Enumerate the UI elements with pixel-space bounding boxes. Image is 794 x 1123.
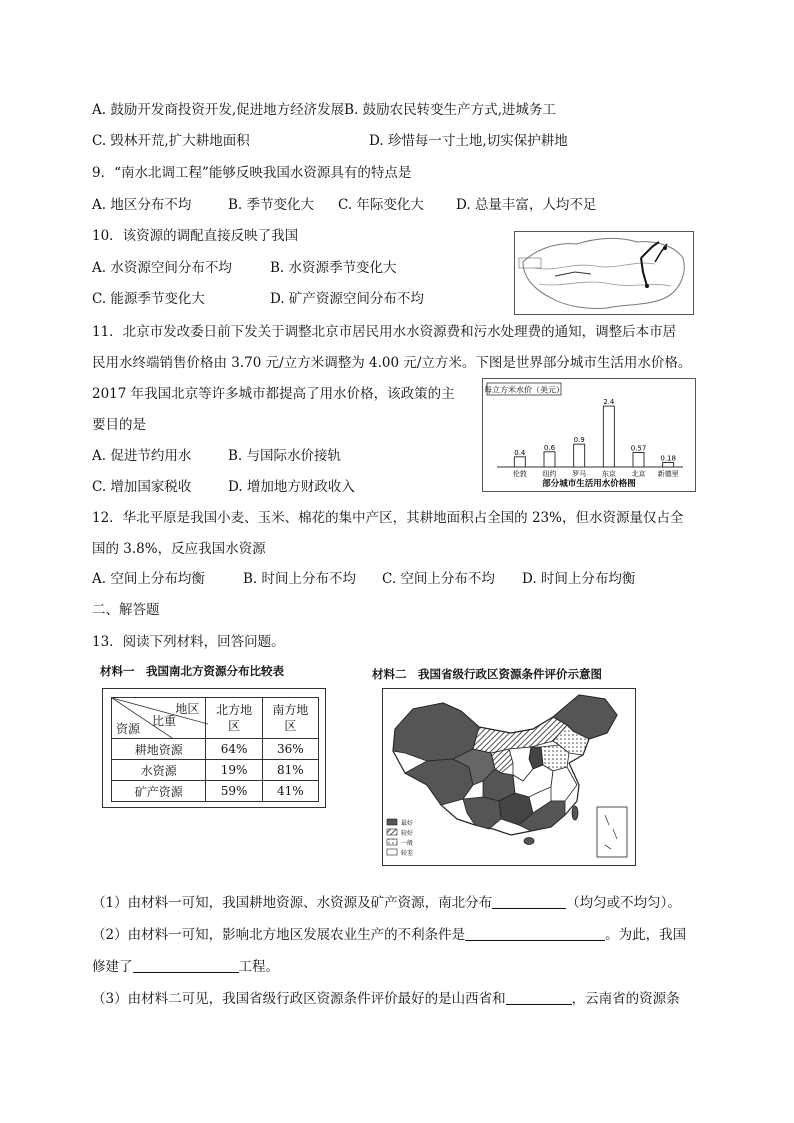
category-label: 伦敦 [512, 470, 527, 478]
bar-1 [544, 452, 555, 467]
resource-table [111, 697, 319, 802]
q10-option-a[interactable]: A. 水资源空间分布不均 [92, 260, 232, 276]
answer-blank-3[interactable] [133, 958, 239, 973]
legend-best: 最好 [401, 820, 414, 827]
col-north: 北方地区 [206, 698, 262, 739]
q13-part2-tail: 。为此，我国 [605, 927, 687, 943]
q11-stem-line1: 11．北京市发改委日前下发关于调整北京市居民用水水资源费和污水处理费的通知，调整后本市居 [92, 324, 677, 340]
material2-title: 材料二 我国省级行政区资源条件评价示意图 [372, 667, 602, 681]
material1-frame [102, 688, 326, 808]
q11-option-c[interactable]: C. 增加国家税收 [92, 479, 192, 495]
q8-option-c[interactable]: C. 毁林开荒,扩大耕地面积 [92, 133, 250, 149]
water-price-chart [482, 378, 696, 492]
q8-option-a[interactable]: A. 鼓励开发商投资开发,促进地方经济发展 [92, 102, 345, 118]
row-south: 41% [262, 781, 318, 802]
chart-title: 部分城市生活用水价格图 [542, 479, 636, 489]
water-price-chart-svg [483, 379, 695, 491]
q12-stem-line1: 12．华北平原是我国小麦、玉米、棉花的集中产区，其耕地面积占全国的 23%，但水资源量仅占全 [92, 510, 684, 526]
q11-stem-line3: 2017 年我国北京等许多城市都提高了用水价格，该政策的主 [92, 386, 455, 402]
category-label: 纽约 [542, 470, 557, 478]
q13-part2-cont [92, 957, 279, 977]
q9-option-b[interactable]: B. 季节变化大 [228, 197, 315, 213]
answer-blank-4[interactable] [506, 990, 572, 1005]
row-south: 36% [262, 739, 318, 760]
row-name: 水资源 [112, 760, 206, 781]
q12-stem-line2: 国的 3.8%，反应我国水资源 [92, 541, 266, 557]
bar-value-label: 0.4 [514, 448, 526, 457]
water-diversion-map [514, 231, 694, 315]
category-label: 北京 [631, 470, 646, 478]
q13-part1-tail: （均匀或不均匀）。 [566, 895, 681, 911]
q10-option-b[interactable]: B. 水资源季节变化大 [270, 260, 397, 276]
legend-average: 一般 [401, 840, 414, 847]
material1-title: 材料一 我国南北方资源分布比较表 [100, 664, 284, 678]
row-south: 81% [262, 760, 318, 781]
q10-stem: 10．该资源的调配直接反映了我国 [92, 228, 299, 244]
bar-4 [633, 453, 644, 467]
q11-option-d[interactable]: D. 增加地方财政收入 [228, 479, 355, 495]
q8-option-d[interactable]: D. 珍惜每一寸土地,切实保护耕地 [369, 133, 568, 149]
q13-part2-text: （2）由材料一可知，影响北方地区发展农业生产的不利条件是 [92, 927, 466, 943]
q10-option-c[interactable]: C. 能源季节变化大 [92, 291, 205, 307]
q11-option-a[interactable]: A. 促进节约用水 [92, 448, 192, 464]
category-label: 罗马 [572, 470, 587, 478]
q9-option-d[interactable]: D. 总量丰富，人均不足 [456, 197, 597, 213]
q13-part2-cont-text: 修建了 [92, 959, 133, 975]
q8-option-b[interactable]: B. 鼓励农民转变生产方式,进城务工 [344, 102, 556, 118]
answer-blank-1[interactable] [492, 894, 566, 909]
q9-option-a[interactable]: A. 地区分布不均 [92, 197, 192, 213]
q12-option-d[interactable]: D. 时间上分布均衡 [522, 571, 636, 587]
province-map-frame [382, 688, 636, 866]
bar-2 [574, 444, 585, 467]
table-row [112, 781, 319, 802]
q13-part2 [92, 925, 686, 945]
category-label: 东京 [601, 470, 616, 478]
bar-value-label: 0.9 [573, 436, 585, 445]
chart-ylabel: 每立方米水价（美元） [484, 385, 564, 395]
q8-row1 [92, 100, 556, 120]
bar-0 [514, 457, 525, 467]
bar-value-label: 0.6 [543, 443, 556, 452]
q12-option-a[interactable]: A. 空间上分布均衡 [92, 571, 205, 587]
bar-3 [603, 406, 614, 467]
q10-option-d[interactable]: D. 矿产资源空间分布不均 [270, 291, 424, 307]
q13-part1-text: （1）由材料一可知，我国耕地资源、水资源及矿产资源，南北分布 [92, 895, 493, 911]
row-name: 耕地资源 [112, 739, 206, 760]
hdr-ratio: 比重 [152, 714, 177, 728]
hdr-region: 地区 [175, 702, 200, 716]
table-diagonal-header [112, 698, 206, 739]
col-south: 南方地区 [262, 698, 318, 739]
q13-part1 [92, 893, 681, 913]
bar-value-label: 0.18 [660, 454, 676, 463]
water-diversion-map-drawing [515, 232, 693, 314]
table-row [112, 760, 319, 781]
answer-blank-2[interactable] [465, 926, 605, 941]
q12-option-c[interactable]: C. 空间上分布不均 [382, 571, 495, 587]
row-name: 矿产资源 [112, 781, 206, 802]
q13-part3-text: （3）由材料二可见，我国省级行政区资源条件评价最好的是山西省和 [92, 991, 506, 1007]
row-north: 64% [206, 739, 262, 760]
q13-stem: 13．阅读下列材料，回答问题。 [92, 634, 285, 650]
bar-value-label: 2.4 [603, 398, 615, 407]
row-north: 59% [206, 781, 262, 802]
legend-good: 较好 [401, 830, 414, 837]
province-map [383, 689, 635, 865]
bar-value-label: 0.57 [630, 444, 647, 453]
section-heading: 二、解答题 [92, 602, 160, 618]
q12-option-b[interactable]: B. 时间上分布不均 [243, 571, 357, 587]
q11-stem-line2: 民用水终端销售价格由 3.70 元/立方米调整为 4.00 元/立方米。下图是世界部分城市生活用水价格。 [92, 355, 692, 371]
q13-part3 [92, 989, 680, 1009]
hdr-resource: 资源 [116, 722, 141, 736]
q11-stem-line4: 要目的是 [92, 417, 146, 433]
q13-part3-tail: ，云南省的资源条 [571, 991, 680, 1007]
bar-5 [663, 462, 674, 467]
q9-option-c[interactable]: C. 年际变化大 [338, 197, 424, 213]
q9-stem: 9．“南水北调工程”能够反映我国水资源具有的特点是 [92, 165, 412, 181]
table-row [112, 739, 319, 760]
q11-option-b[interactable]: B. 与国际水价接轨 [228, 448, 342, 464]
legend-poor: 较差 [401, 850, 414, 857]
category-label: 新德里 [657, 470, 679, 478]
q13-part2-cont-tail: 工程。 [238, 959, 279, 975]
row-north: 19% [206, 760, 262, 781]
